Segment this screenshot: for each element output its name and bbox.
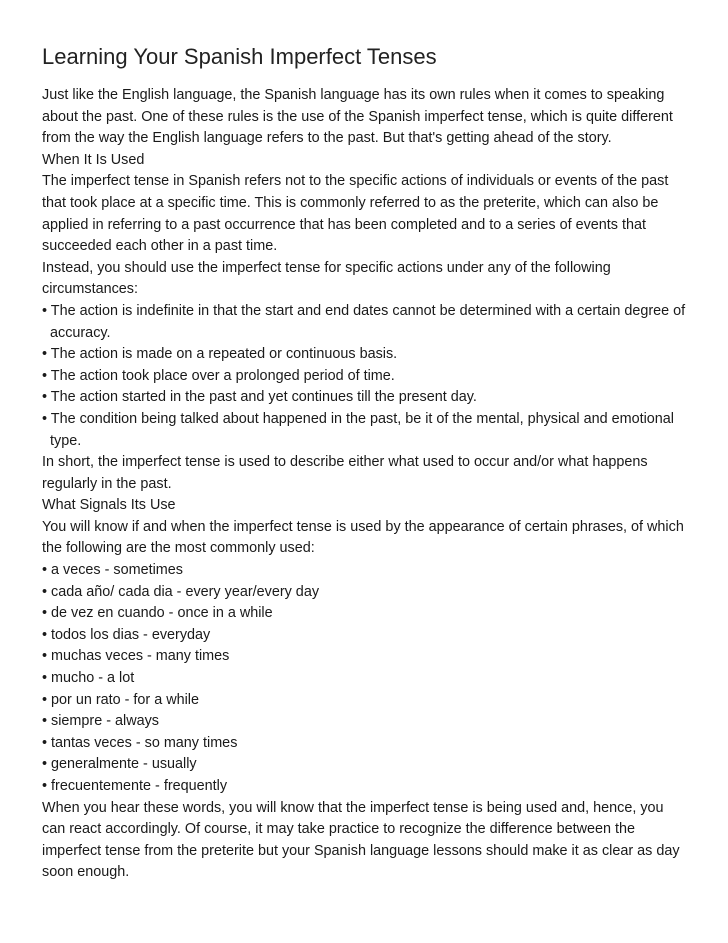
body-line: regularly in the past. bbox=[42, 475, 172, 492]
list-item-continuation: type. bbox=[42, 432, 82, 449]
list-item: • The condition being talked about happened in the past, be it of the mental, physical and emotional bbox=[42, 410, 675, 427]
list-item: • todos los dias - everyday bbox=[42, 626, 211, 643]
list-item: • mucho - a lot bbox=[42, 670, 135, 687]
list-item: • The action took place over a prolonged period of time. bbox=[42, 367, 395, 384]
document-body bbox=[42, 85, 702, 884]
list-item: • The action is indefinite in that the start and end dates cannot be determined with a certain degree of bbox=[42, 302, 686, 319]
document-title: Learning Your Spanish Imperfect Tenses bbox=[42, 44, 437, 69]
list-item: • The action started in the past and yet continues till the present day. bbox=[42, 389, 477, 406]
list-item: • por un rato - for a while bbox=[42, 691, 200, 708]
list-item: • cada año/ cada dia - every year/every day bbox=[42, 583, 320, 600]
body-line: The imperfect tense in Spanish refers not to the specific actions of individuals or events of the past bbox=[42, 173, 669, 190]
body-line: about the past. One of these rules is the use of the Spanish imperfect tense, which is quite different bbox=[42, 108, 673, 125]
list-item: • generalmente - usually bbox=[42, 756, 197, 773]
body-line: from the way the English language refers to the past. But that's getting ahead of the story. bbox=[42, 130, 612, 147]
body-line: applied in referring to a past occurrence that has been completed and to a series of events that bbox=[42, 216, 646, 233]
list-item: • The action is made on a repeated or continuous basis. bbox=[42, 346, 398, 363]
list-item: • de vez en cuando - once in a while bbox=[42, 605, 273, 622]
list-item: • tantas veces - so many times bbox=[42, 734, 238, 751]
body-line: succeeded each other in a past time. bbox=[42, 238, 278, 255]
section-heading: What Signals Its Use bbox=[42, 497, 176, 514]
list-item: • muchas veces - many times bbox=[42, 648, 230, 665]
body-line: the following are the most commonly used: bbox=[42, 540, 315, 557]
body-line: You will know if and when the imperfect tense is used by the appearance of certain phrases, of which bbox=[42, 518, 684, 535]
body-line: Instead, you should use the imperfect tense for specific actions under any of the following bbox=[42, 259, 611, 276]
body-line: soon enough. bbox=[42, 864, 130, 881]
body-line: circumstances: bbox=[42, 281, 138, 298]
list-item: • siempre - always bbox=[42, 713, 159, 730]
body-line: In short, the imperfect tense is used to describe either what used to occur and/or what happens bbox=[42, 454, 648, 471]
document-page bbox=[42, 42, 702, 884]
list-item-continuation: accuracy. bbox=[42, 324, 111, 341]
list-item: • frecuentemente - frequently bbox=[42, 778, 228, 794]
body-line: can react accordingly. Of course, it may take practice to recognize the difference between the bbox=[42, 821, 635, 838]
list-item: • a veces - sometimes bbox=[42, 562, 183, 579]
body-line: imperfect tense from the preterite but your Spanish language lessons should make it as clear as day bbox=[42, 842, 680, 859]
body-line: Just like the English language, the Spanish language has its own rules when it comes to speaking bbox=[42, 87, 665, 103]
section-heading: When It Is Used bbox=[42, 151, 145, 168]
body-line: When you hear these words, you will know that the imperfect tense is being used and, hence, you bbox=[42, 799, 664, 816]
body-line: that took place at a specific time. This is commonly referred to as the preterite, which can also be bbox=[42, 194, 659, 211]
